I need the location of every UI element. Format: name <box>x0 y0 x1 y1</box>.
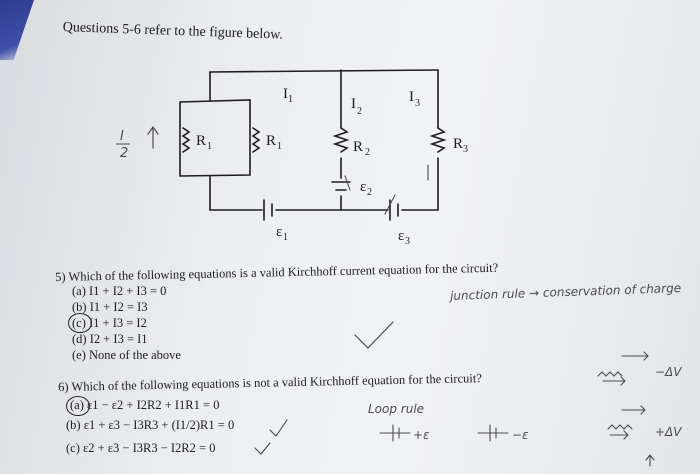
svg-text:2: 2 <box>367 187 372 198</box>
q6-option-b: (b) ε1 + ε3 − I3R3 + (I1/2)R1 = 0 <box>66 418 235 432</box>
q6-handwritten-note: Loop rule <box>368 402 425 416</box>
label-i3: I <box>409 89 414 105</box>
svg-text:1: 1 <box>277 141 282 152</box>
svg-text:2: 2 <box>365 147 370 158</box>
svg-text:3: 3 <box>415 98 420 109</box>
resistor-r1-right <box>253 128 259 152</box>
check-mark <box>355 322 393 348</box>
label-r1-right: R <box>266 133 277 149</box>
resistor-r3 <box>432 128 444 152</box>
q6-option-a: (a) ε1 − ε2 + I2R2 + I1R1 = 0 <box>70 398 220 412</box>
question-5-prompt: 5) Which of the following equations is a valid Kirchhoff current equation for the circuit? <box>55 260 499 284</box>
margin-note-2: 2 <box>120 146 129 161</box>
q6-margin-note-minus-dv: −ΔV <box>655 365 682 379</box>
battery-note-2 <box>478 425 508 441</box>
svg-text:3: 3 <box>405 236 410 247</box>
svg-text:3: 3 <box>463 144 468 155</box>
label-i1: I <box>283 86 288 102</box>
margin-note-i: I <box>120 129 124 144</box>
resistor-note-bottom <box>608 425 632 429</box>
q5-option-b: (b) I1 + I2 = I3 <box>72 300 148 314</box>
label-r1-left: R <box>196 133 207 149</box>
label-e2: ε <box>360 179 367 195</box>
intro-text: Questions 5-6 refer to the figure below. <box>62 20 284 43</box>
resistor-r1-left <box>183 128 189 152</box>
question-6-prompt: 6) Which of the following equations is not a valid Kirchhoff equation for the circuit? <box>58 371 482 394</box>
q5-option-d: (d) I2 + I3 = I1 <box>72 332 148 346</box>
label-r2: R <box>353 139 364 155</box>
label-e3: ε <box>398 228 405 244</box>
top-wire <box>210 70 438 72</box>
parallel-box <box>180 100 250 176</box>
svg-text:1: 1 <box>288 94 293 105</box>
svg-text:1: 1 <box>283 232 288 243</box>
q6-option-c: (c) ε2 + ε3 − I3R3 − I2R2 = 0 <box>66 441 216 455</box>
resistor-note-top <box>598 372 622 376</box>
q5-option-c: (c) I1 + I3 = I2 <box>72 316 147 330</box>
label-i2: I <box>351 96 356 112</box>
q5-option-e: (e) None of the above <box>72 348 181 362</box>
label-e1: ε <box>276 224 283 240</box>
q6-margin-note-plus-dv: +ΔV <box>655 425 682 439</box>
resistor-r2 <box>335 128 347 152</box>
battery-note-1 <box>380 425 410 441</box>
label-r3: R <box>453 136 464 152</box>
arrow-up-note <box>148 127 158 148</box>
q6-margin-note-plus-e: +ε <box>413 428 430 442</box>
svg-text:1: 1 <box>207 141 212 152</box>
q6-margin-note-minus-e: −ε <box>512 428 529 442</box>
svg-text:2: 2 <box>357 106 362 117</box>
q5-handwritten-note: junction rule → conservation of charge <box>449 280 682 304</box>
q5-option-a: (a) I1 + I2 + I3 = 0 <box>72 284 167 298</box>
